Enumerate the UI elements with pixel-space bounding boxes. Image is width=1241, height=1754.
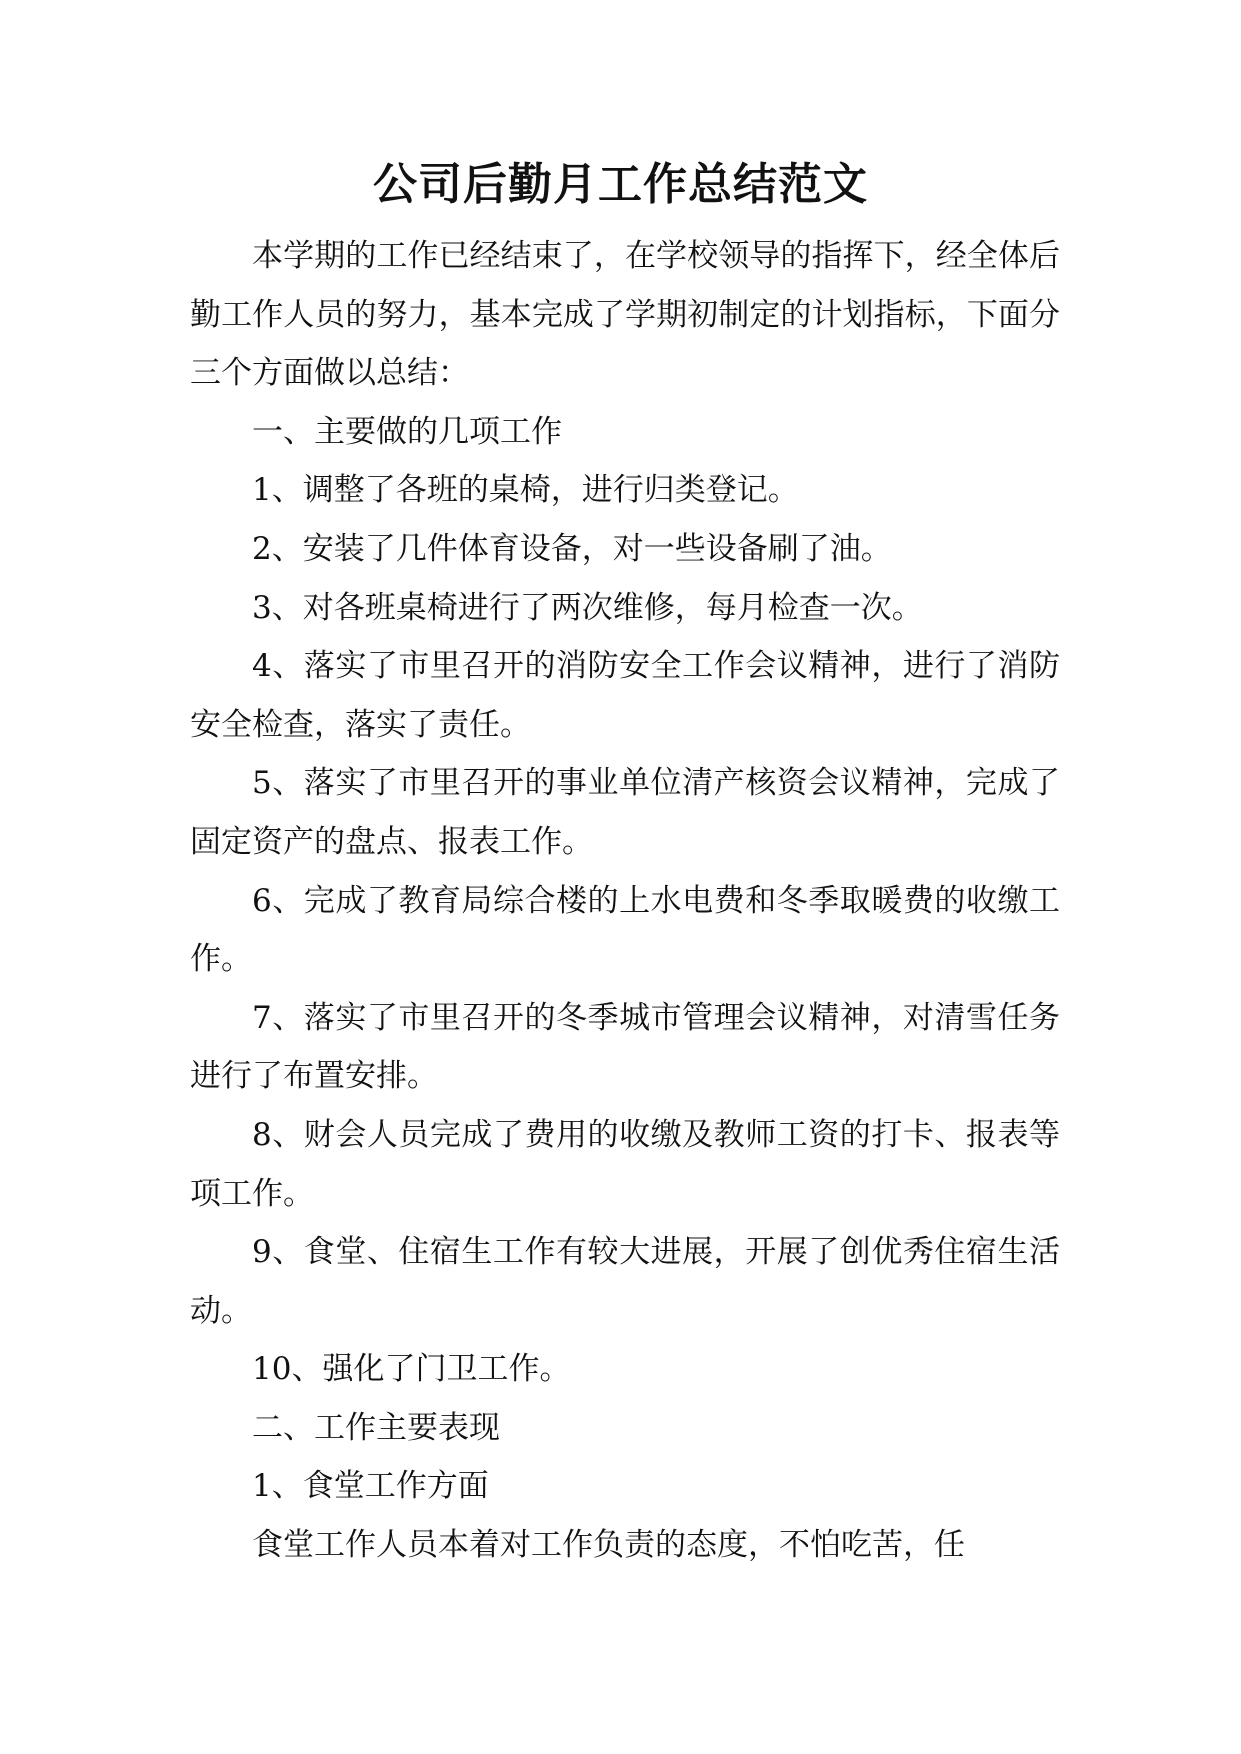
list-item: 8、财会人员完成了费用的收缴及教师工资的打卡、报表等项工作。 bbox=[190, 1116, 1060, 1212]
list-item: 3、对各班桌椅进行了两次维修，每月检查一次。 bbox=[252, 589, 923, 626]
list-item: 2、安装了几件体育设备，对一些设备刷了油。 bbox=[252, 530, 892, 567]
document-title: 公司后勤月工作总结范文 bbox=[373, 159, 868, 210]
list-item: 4、落实了市里召开的消防安全工作会议精神，进行了消防安全检查，落实了责任。 bbox=[190, 648, 1060, 743]
section-heading-2: 二、工作主要表现 bbox=[252, 1409, 500, 1446]
list-item: 10、强化了门卫工作。 bbox=[252, 1351, 571, 1388]
document-body bbox=[190, 227, 1060, 1575]
list-item: 5、落实了市里召开的事业单位清产核资会议精神，完成了固定资产的盘点、报表工作。 bbox=[190, 765, 1060, 860]
intro-paragraph: 本学期的工作已经结束了，在学校领导的指挥下，经全体后勤工作人员的努力，基本完成了学期初制定的计划指标，下面分三个方面做以总结： bbox=[190, 238, 1060, 392]
list-item: 1、调整了各班的桌椅，进行归类登记。 bbox=[252, 472, 799, 509]
list-item: 6、完成了教育局综合楼的上水电费和冬季取暖费的收缴工作。 bbox=[190, 882, 1060, 978]
list-item: 7、落实了市里召开的冬季城市管理会议精神，对清雪任务进行了布置安排。 bbox=[190, 999, 1060, 1095]
section-heading-1: 一、主要做的几项工作 bbox=[252, 413, 562, 450]
subsection-heading: 1、食堂工作方面 bbox=[252, 1468, 489, 1505]
list-item: 9、食堂、住宿生工作有较大进展，开展了创优秀住宿生活动。 bbox=[190, 1234, 1060, 1329]
body-paragraph: 食堂工作人员本着对工作负责的态度，不怕吃苦，任 bbox=[252, 1527, 965, 1564]
